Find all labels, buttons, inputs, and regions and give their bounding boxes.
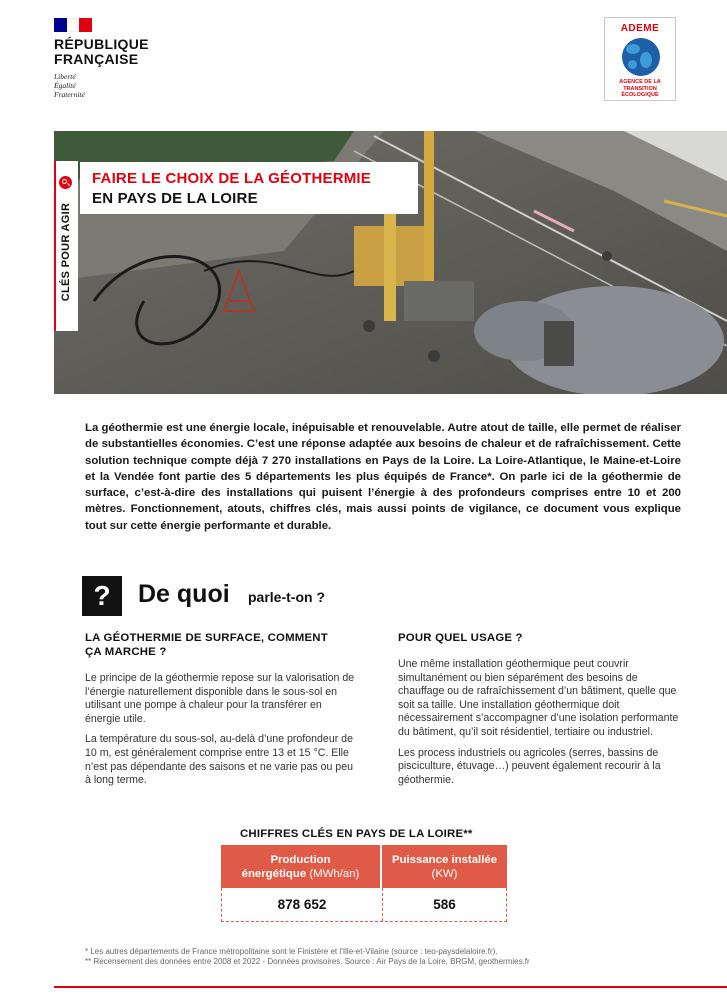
key-figures-title: CHIFFRES CLÉS EN PAYS DE LA LOIRE** <box>240 828 473 840</box>
ademe-subtitle-line1: AGENCE DE LA <box>619 79 661 85</box>
page-title-line1: FAIRE LE CHOIX DE LA GÉOTHERMIE <box>92 170 371 187</box>
header-production-unit: (MWh/an) <box>309 867 360 880</box>
section-title: De quoi <box>138 580 230 608</box>
french-flag-icon <box>54 18 92 32</box>
republic-motto <box>54 72 85 99</box>
key-figures-value-row <box>221 888 507 922</box>
left-column <box>85 631 357 795</box>
side-label: CLÉS POUR AGIR <box>60 202 72 302</box>
intro-paragraph: La géothermie est une énergie locale, inépuisable et renouvelable. Autre atout de taille, elle permet de réaliser de substantielles économies. C’est une réponse adaptée aux besoins de chaleur et de rafraîchissement. Cette solution technique compte déjà 7 270 installations en Pays de la Loire. La Loire-Atlantique, le Maine-et-Loire et la Vendée font partie des 5 départements les plus équipés de France*. On parle ici de la géothermie de surface, c’est-à-dire des installations qui puisent l’énergie à des profondeurs comprises entre 10 et 200 mètres. Fonctionnement, atouts, chiffres clés, mais aussi points de vigilance, ce document vous explique tout sur cette énergie performante et durable. <box>85 422 681 532</box>
left-paragraph-1: Le principe de la géothermie repose sur la valorisation de l’énergie naturellement disponible dans le sous-sol en utilisant une pompe à chaleur pour la transférer en énergie utile. <box>85 672 355 725</box>
header-power-label: Puissance installée <box>391 853 498 866</box>
republic-line2: FRANÇAISE <box>54 51 139 67</box>
right-paragraph-2: Les process industriels ou agricoles (serres, bassins de pisciculture, étuvage…) peuvent également recourir à la géothermie. <box>398 746 661 786</box>
ademe-subtitle-line3: ÉCOLOGIQUE <box>621 92 659 98</box>
key-figures-header-row <box>221 845 507 888</box>
ademe-name: ADEME <box>620 23 660 34</box>
title-box <box>80 162 418 214</box>
republique-francaise-logo <box>54 37 149 67</box>
left-column-heading <box>85 631 357 659</box>
left-heading-line2: ÇA MARCHE ? <box>85 646 167 658</box>
header-production-label1: Production <box>270 853 331 866</box>
footnote-2: ** Recensement des données entre 2008 et 2022 - Données provisoires. Source : Air Pays de la Loire, BRGM, geothermies.fr <box>85 957 530 966</box>
motto-fraternite: Fraternité <box>54 90 85 99</box>
footnote-1: * Les autres départements de France métropolitaine sont le Finistère et l’Ille-et-Vilaine (source : teo-paysdelaloire.fr). <box>85 947 498 956</box>
value-power: 586 <box>433 897 456 912</box>
right-column-heading: POUR QUEL USAGE ? <box>398 632 523 644</box>
question-mark-icon: ? <box>82 576 122 616</box>
ademe-subtitle-line2: TRANSITION <box>623 85 657 92</box>
header-production <box>221 845 380 888</box>
header-power <box>382 845 507 888</box>
left-paragraph-2: La température du sous-sol, au-delà d’une profondeur de 10 m, est généralement comprise entre 13 et 15 °C. Elle n’est pas dépendante des saisons et ne varie pas ou peu à long terme. <box>85 733 353 787</box>
republic-line1: RÉPUBLIQUE <box>54 36 149 52</box>
value-production: 878 652 <box>222 888 383 921</box>
globe-icon <box>622 38 660 76</box>
header-power-unit: (KW) <box>431 867 458 880</box>
ademe-logo <box>604 17 676 101</box>
key-figures-table <box>221 845 507 922</box>
right-paragraph-1: Une même installation géothermique peut couvrir simultanément ou bien séparément des besoins de chauffage ou de rafraîchissement d’un bâtiment, quelle que soit sa taille. Une installation géothermique doit nécessairement s’accompagner d’une isolation performante du bâtiment, qu’il soit résidentiel, tertiaire ou industriel. <box>398 658 679 738</box>
header-production-label2: énergétique <box>241 867 307 880</box>
motto-liberte: Liberté <box>54 72 76 81</box>
page-title-line2: EN PAYS DE LA LOIRE <box>92 190 258 207</box>
section-subtitle: parle-t-on ? <box>248 589 325 605</box>
bottom-accent-line <box>54 986 727 988</box>
ademe-subtitle <box>607 79 673 99</box>
right-column <box>398 631 682 794</box>
left-heading-line1: LA GÉOTHERMIE DE SURFACE, COMMENT <box>85 632 328 644</box>
side-tab-accent-line <box>54 161 56 331</box>
motto-egalite: Égalité <box>54 81 76 90</box>
